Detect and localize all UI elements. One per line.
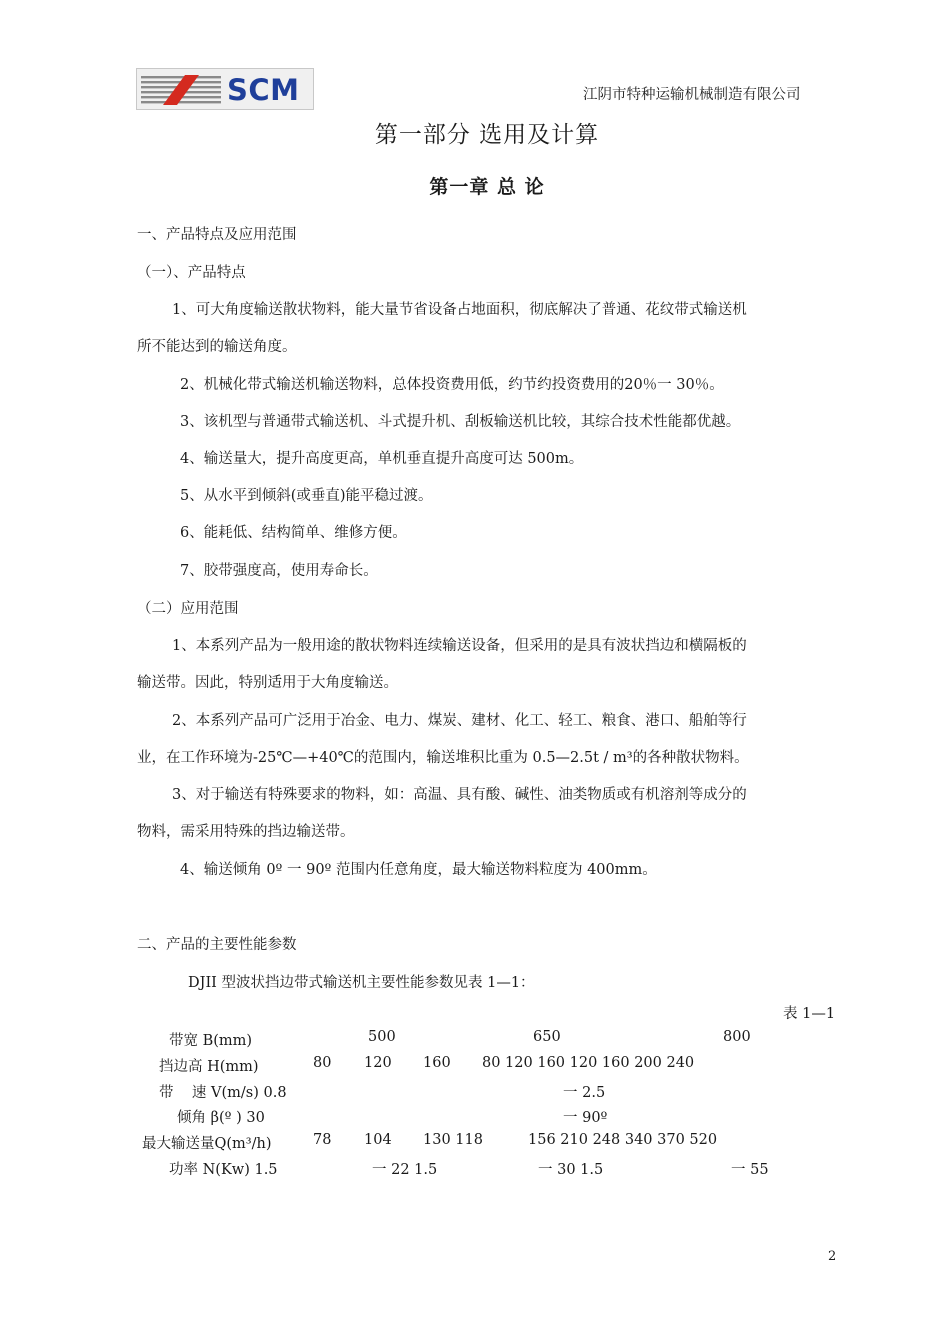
sub1-heading: （一）、产品特点 xyxy=(137,265,246,281)
sub1-item7: 7、胶带强度高，使用寿命长。 xyxy=(180,563,378,579)
table-cell: 78 xyxy=(313,1132,332,1148)
table-cell: 156 210 248 340 370 520 xyxy=(528,1132,718,1148)
sub2-item1-line1: 1、本系列产品为一般用途的散状物料连续输送设备，但采用的是具有波状挡边和横隔板的 xyxy=(172,638,747,654)
table-cell: 650 xyxy=(533,1029,561,1045)
sub1-item3: 3、该机型与普通带式输送机、斗式提升机、刮板输送机比较，其综合技术性能都优越。 xyxy=(180,414,741,430)
table-cell: 80 120 160 120 160 200 240 xyxy=(482,1055,695,1071)
table-cell: 一 90º xyxy=(563,1110,608,1126)
sub1-item5: 5、从水平到倾斜(或垂直)能平稳过渡。 xyxy=(180,488,433,504)
table-cell: 104 xyxy=(364,1132,392,1148)
table-cell: 一 22 1.5 xyxy=(372,1162,438,1178)
sub1-item6: 6、能耗低、结构简单、维修方便。 xyxy=(180,525,407,541)
sub1-item1-line2: 所不能达到的输送角度。 xyxy=(137,339,297,355)
sub2-item3-line1: 3、对于输送有特殊要求的物料，如：高温、具有酸、碱性、油类物质或有机溶剂等成分的 xyxy=(172,787,747,803)
page-number: 2 xyxy=(828,1249,837,1264)
part-title: 第一部分 选用及计算 xyxy=(374,122,600,148)
sub1-item4: 4、输送量大，提升高度更高，单机垂直提升高度可达 500m。 xyxy=(180,451,584,467)
row-label: 带 速 V(m/s) 0.8 xyxy=(159,1085,287,1101)
table-cell: 一 2.5 xyxy=(563,1085,606,1101)
logo-text: SCM xyxy=(227,73,300,107)
sub2-item2-line2: 业，在工作环境为-25℃—+40℃的范围内，输送堆积比重为 0.5—2.5t / m³的各种散状物料。 xyxy=(137,750,749,766)
sub2-item1-line2: 输送带。因此，特别适用于大角度输送。 xyxy=(137,675,398,691)
logo-stripes-icon xyxy=(141,75,221,105)
sub1-item1-line1: 1、可大角度输送散状物料，能大量节省设备占地面积，彻底解决了普通、花纹带式输送机 xyxy=(172,302,747,318)
section1-heading: 一、产品特点及应用范围 xyxy=(137,227,297,243)
sub2-item3-line2: 物料，需采用特殊的挡边输送带。 xyxy=(137,824,355,840)
table-cell: 一 55 xyxy=(731,1162,769,1178)
row-label: 最大输送量Q(m³/h) xyxy=(142,1136,272,1152)
chapter-title: 第一章 总 论 xyxy=(429,176,545,198)
company-name: 江阴市特种运输机械制造有限公司 xyxy=(583,87,801,103)
row-label: 倾角 β(º ) 30 xyxy=(177,1110,265,1126)
sub1-item2: 2、机械化带式输送机输送物料，总体投资费用低，约节约投资费用的20％一 30％。 xyxy=(180,377,724,393)
sub2-item2-line1: 2、本系列产品可广泛用于冶金、电力、煤炭、建材、化工、轻工、粮食、港口、船舶等行 xyxy=(172,713,747,729)
section2-heading: 二、产品的主要性能参数 xyxy=(137,937,297,953)
company-logo xyxy=(136,68,314,110)
table-cell: 800 xyxy=(723,1029,751,1045)
sub2-heading: （二）应用范围 xyxy=(137,601,239,617)
table-cell: 130 118 xyxy=(423,1132,483,1148)
table-cell: 80 xyxy=(313,1055,332,1071)
table-cell: 120 xyxy=(364,1055,392,1071)
table-cell: 500 xyxy=(368,1029,396,1045)
table-label: 表 1—1 xyxy=(783,1006,836,1022)
row-label: 功率 N(Kw) 1.5 xyxy=(169,1162,278,1178)
row-label: 带宽 B(mm) xyxy=(169,1033,253,1049)
table-cell: 160 xyxy=(423,1055,451,1071)
table-cell: 一 30 1.5 xyxy=(538,1162,604,1178)
section2-intro: DJII 型波状挡边带式输送机主要性能参数见表 1—1： xyxy=(188,975,535,991)
row-label: 挡边高 H(mm) xyxy=(159,1059,259,1075)
sub2-item4: 4、输送倾角 0º 一 90º 范围内任意角度，最大输送物料粒度为 400mm。 xyxy=(180,862,657,878)
